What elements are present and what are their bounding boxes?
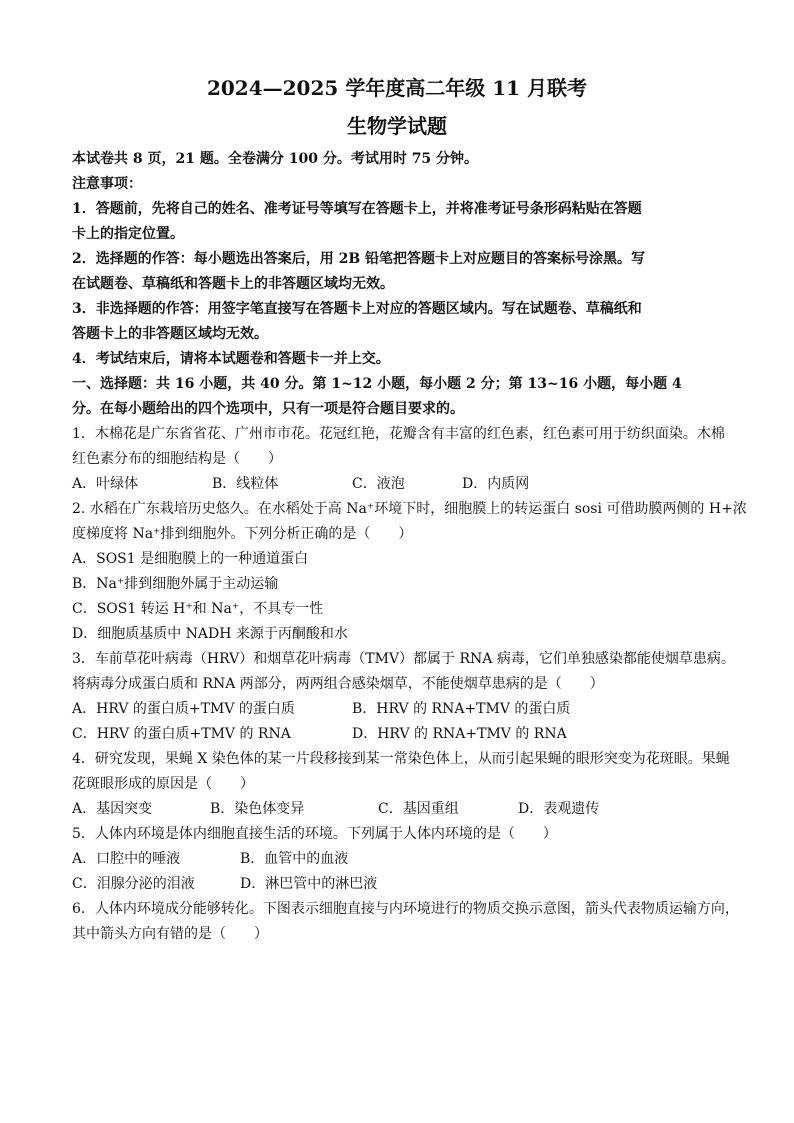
notice-item-2-cont: 在试题卷、草稿纸和答题卡上的非答题区域均无效。 (72, 276, 394, 292)
exam-title: 2024—2025 学年度高二年级 11 月联考 (206, 76, 588, 100)
question-5-options-row-1 (72, 847, 732, 872)
section-heading-cont: 分。在每小题给出的四个选项中，只有一项是符合题目要求的。 (72, 401, 464, 417)
question-5-option-d: D．淋巴管中的淋巴液 (240, 876, 378, 892)
question-6-stem: 6．人体内环境成分能够转化。下图表示细胞直接与内环境进行的物质交换示意图，箭头代表物质运输方向， (72, 901, 739, 917)
question-2-option-a: A．SOS1 是细胞膜上的一种通道蛋白 (72, 551, 309, 567)
question-3-option-b: B．HRV 的 RNA+TMV 的蛋白质 (352, 701, 571, 717)
notice-item-1: 1．答题前，先将自己的姓名、准考证号等填写在答题卡上，并将准考证号条形码粘贴在答题 (72, 201, 642, 217)
question-3-option-a: A．HRV 的蛋白质+TMV 的蛋白质 (72, 701, 295, 717)
notice-heading: 注意事项： (72, 176, 142, 192)
notice-item-4: 4．考试结束后，请将本试题卷和答题卡一并上交。 (72, 351, 390, 367)
question-3-stem-cont: 将病毒分成蛋白质和 RNA 两部分，两两组合感染烟草，不能使烟草患病的是（ ） (72, 676, 604, 692)
question-5-option-a: A．口腔中的唾液 (72, 851, 181, 867)
question-1-option-b: B．线粒体 (212, 476, 279, 492)
question-2-stem-cont: 度梯度将 Na⁺排到细胞外。下列分析正确的是（ ） (72, 526, 413, 542)
notice-item-3-cont: 答题卡上的非答题区域均无效。 (72, 326, 268, 342)
question-1-option-a: A．叶绿体 (72, 476, 139, 492)
question-5-option-b: B．血管中的血液 (240, 851, 349, 867)
question-1-options (72, 472, 732, 497)
question-1-option-d: D．内质网 (462, 476, 530, 492)
notice-item-1-cont: 卡上的指定位置。 (72, 226, 184, 242)
notice-item-3: 3．非选择题的作答：用签字笔直接写在答题卡上对应的答题区域内。写在试题卷、草稿纸和 (72, 301, 642, 317)
question-1-stem-cont: 红色素分布的细胞结构是（ ） (72, 451, 282, 467)
question-3-option-d: D．HRV 的 RNA+TMV 的 RNA (352, 726, 567, 742)
question-3-options-row-1 (72, 697, 732, 722)
question-5-options-row-2 (72, 872, 732, 897)
question-2-option-c: C．SOS1 转运 H⁺和 Na⁺，不具专一性 (72, 601, 324, 617)
question-1-option-c: C．液泡 (352, 476, 405, 492)
question-3-stem: 3．车前草花叶病毒（HRV）和烟草花叶病毒（TMV）都属于 RNA 病毒，它们单独感染都能使烟草患病。 (72, 651, 735, 667)
question-4-option-d: D．表观遗传 (518, 801, 600, 817)
exam-content (72, 147, 747, 947)
question-3-options-row-2 (72, 722, 732, 747)
question-4-option-a: A．基因突变 (72, 801, 153, 817)
question-5-stem: 5．人体内环境是体内细胞直接生活的环境。下列属于人体内环境的是（ ） (72, 826, 557, 842)
question-3-option-c: C．HRV 的蛋白质+TMV 的 RNA (72, 726, 291, 742)
question-1-stem: 1．木棉花是广东省省花、广州市市花。花冠红艳，花瓣含有丰富的红色素，红色素可用于纺织面染。木棉 (72, 426, 725, 442)
question-4-option-b: B．染色体变异 (210, 801, 305, 817)
notice-item-2: 2．选择题的作答：每小题选出答案后，用 2B 铅笔把答题卡上对应题目的答案标号涂黑。写 (72, 251, 646, 267)
question-6-stem-cont: 其中箭头方向有错的是（ ） (72, 926, 268, 942)
question-2-stem: 2. 水稻在广东栽培历史悠久。在水稻处于高 Na⁺环境下时，细胞膜上的转运蛋白 sosi 可借助膜两侧的 H+浓 (72, 501, 747, 517)
exam-subject-title: 生物学试题 (347, 114, 447, 138)
question-2-option-d: D．细胞质基质中 NADH 来源于丙酮酸和水 (72, 626, 348, 642)
question-4-options (72, 797, 732, 822)
question-5-option-c: C．泪腺分泌的泪液 (72, 876, 195, 892)
question-2-option-b: B．Na⁺排到细胞外属于主动运输 (72, 576, 279, 592)
exam-intro: 本试卷共 8 页，21 题。全卷满分 100 分。考试用时 75 分钟。 (72, 151, 479, 167)
question-4-stem-cont: 花斑眼形成的原因是（ ） (72, 776, 254, 792)
section-heading: 一、选择题：共 16 小题，共 40 分。第 1~12 小题，每小题 2 分；第 13~16 小题，每小题 4 (72, 376, 682, 392)
question-4-stem: 4．研究发现，果蝇 X 染色体的某一片段移接到某一常染色体上，从而引起果蝇的眼形突变为花斑眼。果蝇 (72, 751, 730, 767)
question-4-option-c: C．基因重组 (378, 801, 459, 817)
